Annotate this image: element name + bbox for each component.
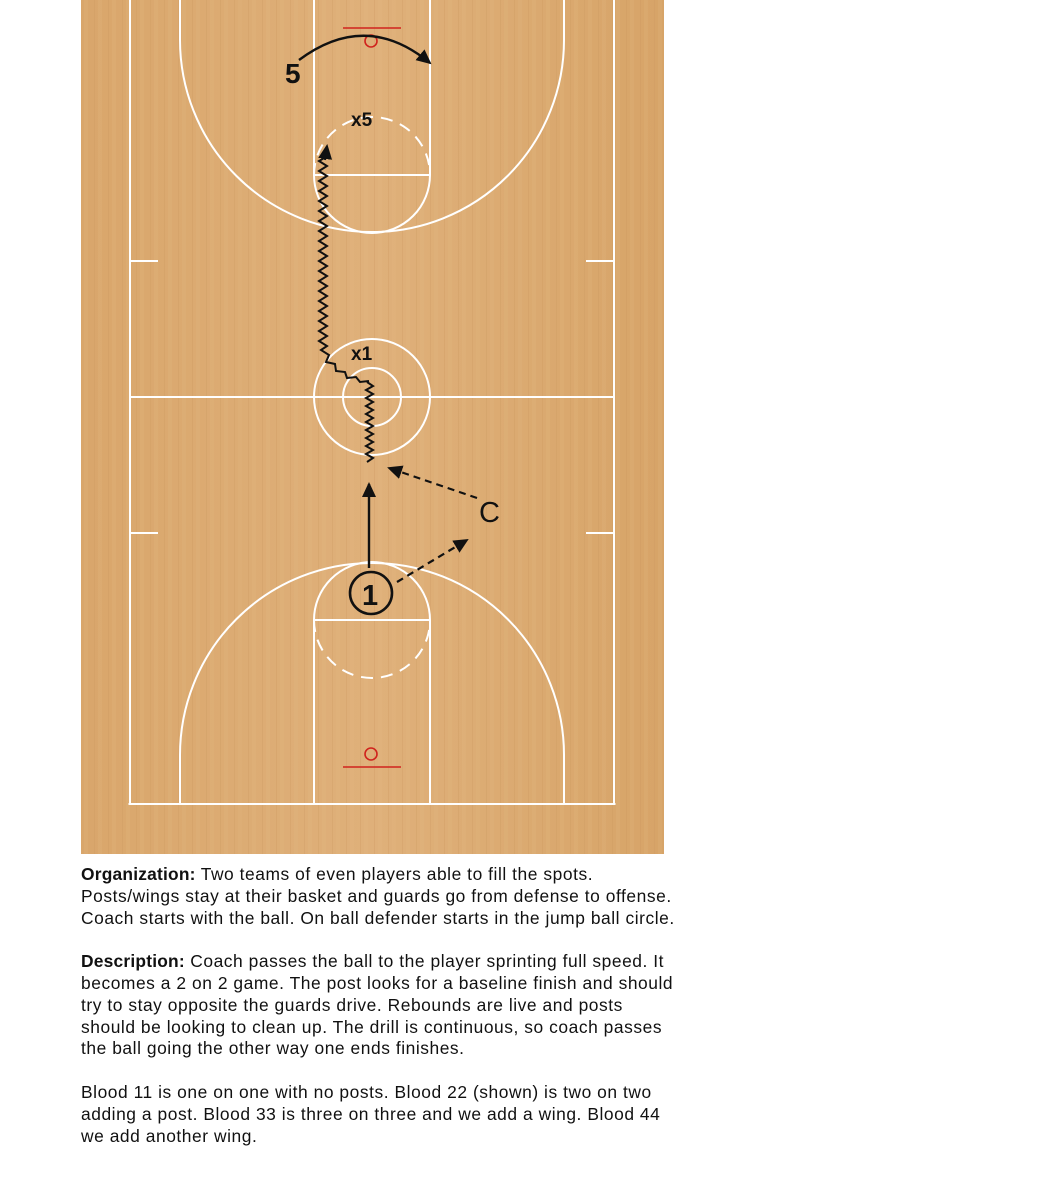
organization-body: Two teams of even players able to fill the spots. Posts/wings stay at their basket and guards go from defense to offense. Coach starts with the ball. On ball defender starts in the jump ball circle. <box>81 864 675 928</box>
variations-paragraph: Blood 11 is one on one with no posts. Blood 22 (shown) is two on two adding a post. Blood 33 is three on three and we add a wing. Blood 44 we add another wing. <box>81 1081 661 1146</box>
defender-x5-label: x5 <box>351 110 373 131</box>
coach-label: C <box>479 497 500 529</box>
organization-label: Organization: <box>81 864 196 884</box>
player-5-label: 5 <box>285 58 301 89</box>
court-diagram <box>81 0 664 854</box>
defender-x1-label: x1 <box>351 344 373 365</box>
organization-paragraph <box>81 864 681 929</box>
description-label: Description: <box>81 951 185 972</box>
player-1-label: 1 <box>362 580 379 612</box>
drill-text <box>81 864 681 1169</box>
description-body: Coach passes the ball to the player sprinting full speed. It becomes a 2 on 2 game. The post looks for a baseline finish and should try to stay opposite the guards drive. Rebounds are live and posts should be looking to clean up. The drill is continuous, so coach passes the ball going the other way one ends finishes. <box>81 951 674 1059</box>
description-paragraph <box>81 951 681 1060</box>
